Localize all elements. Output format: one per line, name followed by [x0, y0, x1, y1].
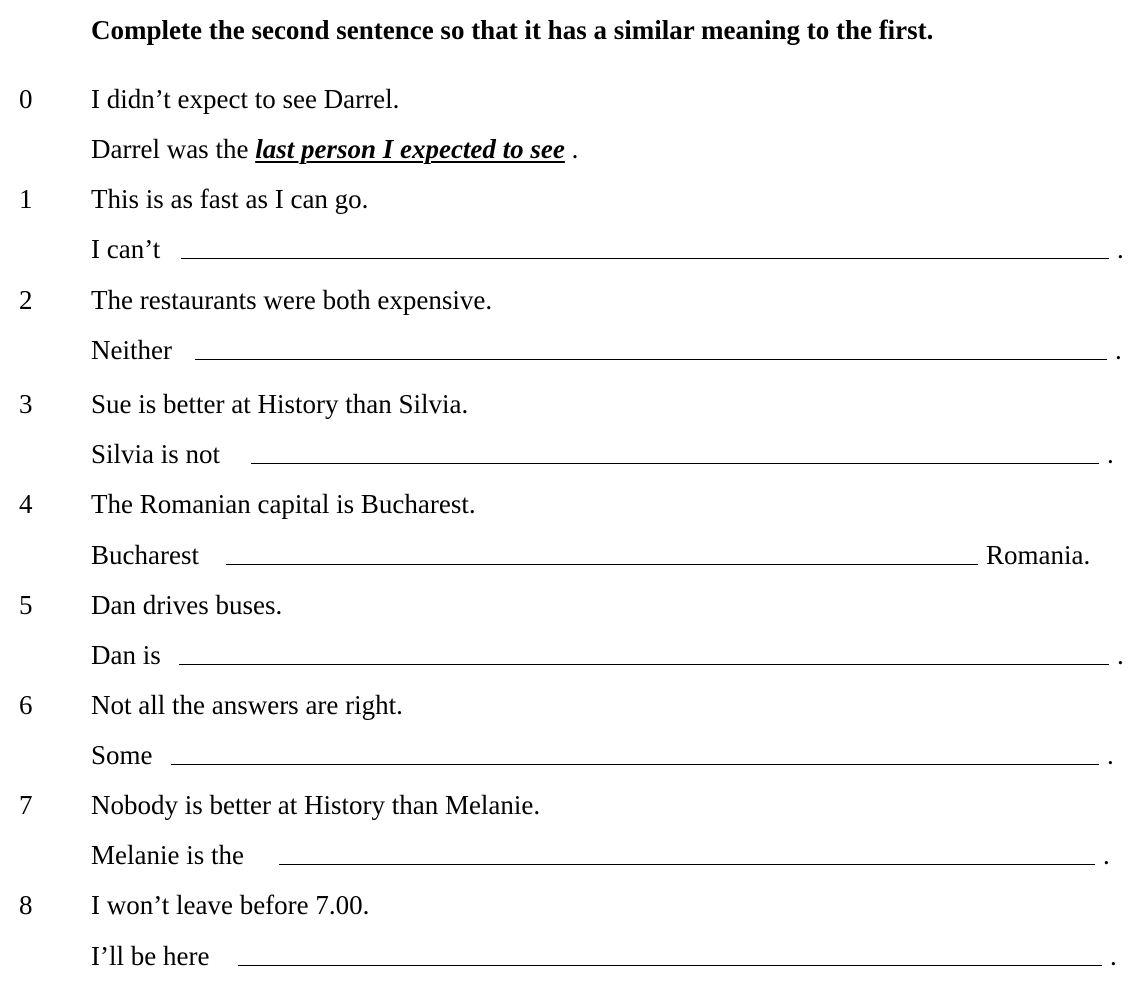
- original-sentence: Dan drives buses.: [91, 590, 283, 620]
- original-sentence: I didn’t expect to see Darrel.: [91, 84, 400, 114]
- instruction-heading: Complete the second sentence so that it has a similar meaning to the first.: [91, 15, 934, 45]
- original-sentence: The Romanian capital is Bucharest.: [91, 489, 476, 519]
- item-number: 8: [19, 890, 33, 920]
- item-number: 2: [19, 285, 33, 315]
- rewrite-prompt: I can’t: [91, 234, 161, 264]
- rewrite-ending: .: [1117, 640, 1124, 670]
- answer-blank[interactable]: [226, 564, 978, 565]
- rewrite-prompt: I’ll be here: [91, 941, 210, 971]
- answer-blank[interactable]: [171, 764, 1099, 765]
- original-sentence: The restaurants were both expensive.: [91, 285, 493, 315]
- original-sentence: I won’t leave before 7.00.: [91, 890, 370, 920]
- rewrite-ending: .: [1115, 335, 1122, 365]
- item-number: 7: [19, 790, 33, 820]
- original-sentence: Nobody is better at History than Melanie.: [91, 790, 541, 820]
- rewrite-prompt: Silvia is not: [91, 439, 221, 469]
- original-sentence: Not all the answers are right.: [91, 690, 403, 720]
- rewrite-ending: .: [1117, 234, 1124, 264]
- rewrite-ending: .: [1107, 439, 1114, 469]
- rewrite-prompt: Bucharest: [91, 540, 199, 570]
- rewrite-ending: .: [1110, 941, 1117, 971]
- answer-blank[interactable]: [279, 864, 1095, 865]
- rewrite-prompt: Darrel was the: [91, 134, 249, 164]
- rewrite-ending: .: [571, 134, 579, 164]
- item-number: 5: [19, 590, 33, 620]
- example-rewrite: [91, 129, 578, 169]
- example-answer: last person I expected to see: [255, 134, 565, 164]
- item-number: 0: [19, 84, 33, 114]
- rewrite-prompt: Melanie is the: [91, 840, 244, 870]
- item-number: 6: [19, 690, 33, 720]
- original-sentence: This is as fast as I can go.: [91, 184, 369, 214]
- answer-blank[interactable]: [195, 359, 1107, 360]
- rewrite-ending: .: [1103, 840, 1110, 870]
- rewrite-ending: .: [1107, 740, 1114, 770]
- answer-blank[interactable]: [251, 463, 1099, 464]
- item-number: 3: [19, 389, 33, 419]
- original-sentence: Sue is better at History than Silvia.: [91, 389, 469, 419]
- item-number: 1: [19, 184, 33, 214]
- answer-blank[interactable]: [179, 664, 1109, 665]
- rewrite-prompt: Neither: [91, 335, 172, 365]
- answer-blank[interactable]: [238, 965, 1102, 966]
- answer-blank[interactable]: [181, 258, 1109, 259]
- rewrite-ending: Romania.: [986, 540, 1091, 570]
- rewrite-prompt: Dan is: [91, 640, 161, 670]
- item-number: 4: [19, 489, 33, 519]
- rewrite-prompt: Some: [91, 740, 153, 770]
